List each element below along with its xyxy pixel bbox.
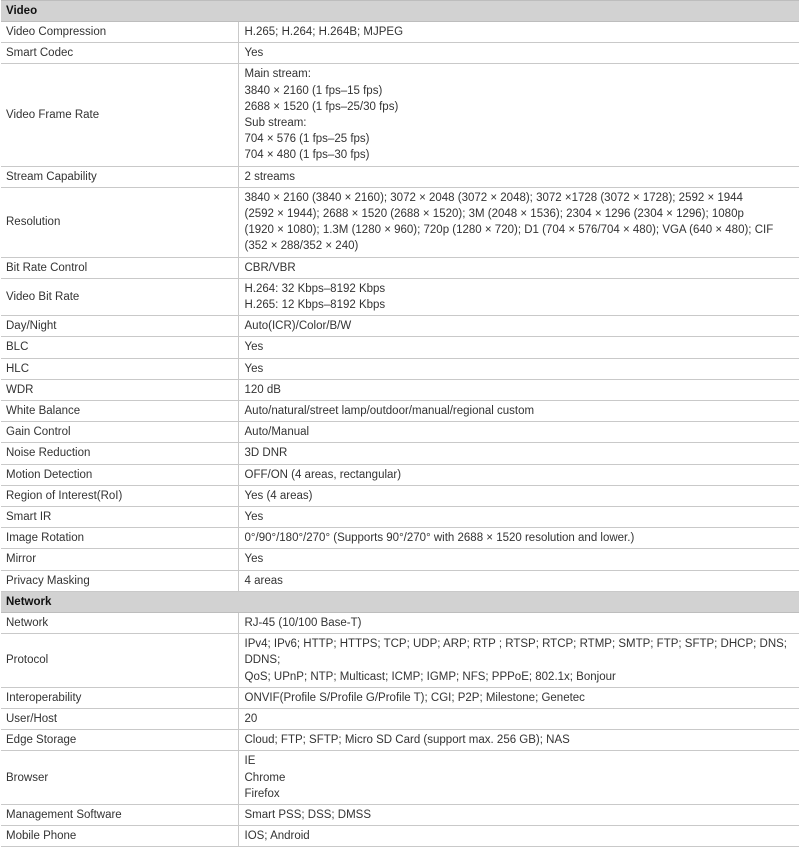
spec-value-line: 3840 × 2160 (1 fps–15 fps) [244,84,383,97]
spec-value [238,443,799,464]
spec-value [238,751,799,805]
table-row [1,257,799,278]
spec-value-line: H.265: 12 Kbps–8192 Kbps [244,299,386,312]
spec-value-line: 2 streams [244,170,295,183]
spec-label: User/Host [1,708,238,729]
spec-value-line: Sub stream: [244,117,307,130]
spec-value [238,730,799,751]
spec-value [238,187,799,257]
spec-value [238,485,799,506]
spec-value-line: RJ-45 (10/100 Base-T) [244,616,362,629]
table-row [1,634,799,688]
table-row [1,730,799,751]
spec-value [238,804,799,825]
spec-table [1,0,799,847]
spec-value-line: H.265; H.264; H.264B; MJPEG [244,26,404,38]
table-row [1,316,799,337]
spec-value-line: 2688 × 1520 (1 fps–25/30 fps) [244,100,399,113]
spec-value-line: Cloud; FTP; SFTP; Micro SD Card (support max. 256 GB); NAS [244,734,570,747]
table-row [1,22,799,43]
spec-label: Day/Night [1,316,238,337]
spec-value [238,826,799,847]
spec-label: Management Software [1,804,238,825]
spec-label: Motion Detection [1,464,238,485]
table-row [1,43,799,64]
table-row [1,485,799,506]
table-row [1,570,799,591]
spec-value-line: Auto/Manual [244,426,310,439]
spec-label: White Balance [1,401,238,422]
spec-value-line: (1920 × 1080); 1.3M (1280 × 960); 720p (1280 × 720); D1 (704 × 576/704 × 480); VGA (640 × 480); CIF [244,224,774,237]
spec-value-line: 704 × 576 (1 fps–25 fps) [244,133,370,146]
table-row [1,422,799,443]
spec-label: Resolution [1,187,238,257]
spec-value [238,570,799,591]
spec-value-line: H.264: 32 Kbps–8192 Kbps [244,282,386,295]
table-row [1,464,799,485]
spec-value [238,278,799,315]
spec-value [238,708,799,729]
spec-value [238,257,799,278]
spec-label: BLC [1,337,238,358]
spec-value-line: IE [244,755,256,768]
spec-value-line: ONVIF(Profile S/Profile G/Profile T); CGI; P2P; Milestone; Genetec [244,691,585,704]
spec-value-line: Yes [244,47,264,60]
spec-value [238,507,799,528]
section-title: Video [1,1,799,22]
table-row [1,187,799,257]
spec-label: Noise Reduction [1,443,238,464]
table-row [1,401,799,422]
spec-value-line: (2592 × 1944); 2688 × 1520 (2688 × 1520); 3M (2048 × 1536); 2304 × 1296 (2304 × 1296); 1080p [244,208,744,221]
spec-label: Bit Rate Control [1,257,238,278]
spec-value [238,22,799,43]
spec-value [238,316,799,337]
spec-value-line: Auto(ICR)/Color/B/W [244,320,352,333]
spec-value-line: 120 dB [244,383,281,396]
spec-label: Video Bit Rate [1,278,238,315]
table-row [1,443,799,464]
spec-value-line: CBR/VBR [244,261,296,274]
table-row [1,804,799,825]
table-row [1,826,799,847]
spec-value-line: Firefox [244,787,280,800]
spec-value-line: Yes (4 areas) [244,489,313,502]
spec-value-line: 4 areas [244,574,283,587]
spec-value-line: Smart PSS; DSS; DMSS [244,808,372,821]
spec-label: Mobile Phone [1,826,238,847]
table-row [1,612,799,633]
spec-label: Protocol [1,634,238,688]
spec-value-line: QoS; UPnP; NTP; Multicast; ICMP; IGMP; NFS; PPPoE; 802.1x; Bonjour [244,670,616,683]
table-row [1,278,799,315]
spec-value-line: 3840 × 2160 (3840 × 2160); 3072 × 2048 (3072 × 2048); 3072 ×1728 (3072 × 1728); 2592 × 1944 [244,191,743,204]
spec-label: HLC [1,358,238,379]
table-row [1,64,799,166]
spec-value-line: (352 × 288/352 × 240) [244,240,359,253]
section-title: Network [1,591,799,612]
spec-value-line: OFF/ON (4 areas, rectangular) [244,468,402,481]
spec-label: Edge Storage [1,730,238,751]
table-row [1,358,799,379]
spec-value [238,612,799,633]
spec-value [238,358,799,379]
spec-value-line: 704 × 480 (1 fps–30 fps) [244,149,370,162]
spec-label: WDR [1,379,238,400]
spec-value [238,43,799,64]
spec-label: Mirror [1,549,238,570]
table-row [1,549,799,570]
spec-value-line: 20 [244,712,258,725]
spec-value-line: Yes [244,362,264,375]
section-header-video [1,1,799,22]
table-row [1,379,799,400]
spec-value [238,166,799,187]
spec-value [238,549,799,570]
spec-label: Network [1,612,238,633]
spec-value [238,687,799,708]
spec-label: Video Compression [1,22,238,43]
table-row [1,687,799,708]
spec-value-line: IPv4; IPv6; HTTP; HTTPS; TCP; UDP; ARP; RTP ; RTSP; RTCP; RTMP; SMTP; FTP; SFTP; DHCP; DNS; DDNS; [244,638,788,667]
spec-value [238,379,799,400]
spec-value-line: Yes [244,511,264,524]
spec-label: Video Frame Rate [1,64,238,166]
spec-value [238,422,799,443]
table-row [1,337,799,358]
section-header-network [1,591,799,612]
spec-value-line: Yes [244,553,264,566]
spec-label: Interoperability [1,687,238,708]
spec-value-line: Auto/natural/street lamp/outdoor/manual/regional custom [244,405,535,418]
spec-label: Gain Control [1,422,238,443]
spec-label: Stream Capability [1,166,238,187]
spec-value-line: Chrome [244,771,286,784]
spec-label: Privacy Masking [1,570,238,591]
spec-value-line: IOS; Android [244,830,310,843]
spec-label: Smart Codec [1,43,238,64]
table-row [1,708,799,729]
spec-label: Image Rotation [1,528,238,549]
spec-value [238,464,799,485]
spec-value [238,64,799,166]
spec-value-line: 0°/90°/180°/270° (Supports 90°/270° with 2688 × 1520 resolution and lower.) [244,532,635,545]
table-row [1,507,799,528]
table-row [1,528,799,549]
spec-value [238,634,799,688]
spec-label: Region of Interest(RoI) [1,485,238,506]
spec-value [238,401,799,422]
spec-table-body [1,1,799,847]
table-row [1,166,799,187]
spec-value [238,337,799,358]
spec-value [238,528,799,549]
spec-value-line: Main stream: [244,68,311,81]
spec-value-line: Yes [244,341,264,354]
table-row [1,751,799,805]
spec-value-line: 3D DNR [244,447,288,460]
spec-label: Browser [1,751,238,805]
spec-label: Smart IR [1,507,238,528]
